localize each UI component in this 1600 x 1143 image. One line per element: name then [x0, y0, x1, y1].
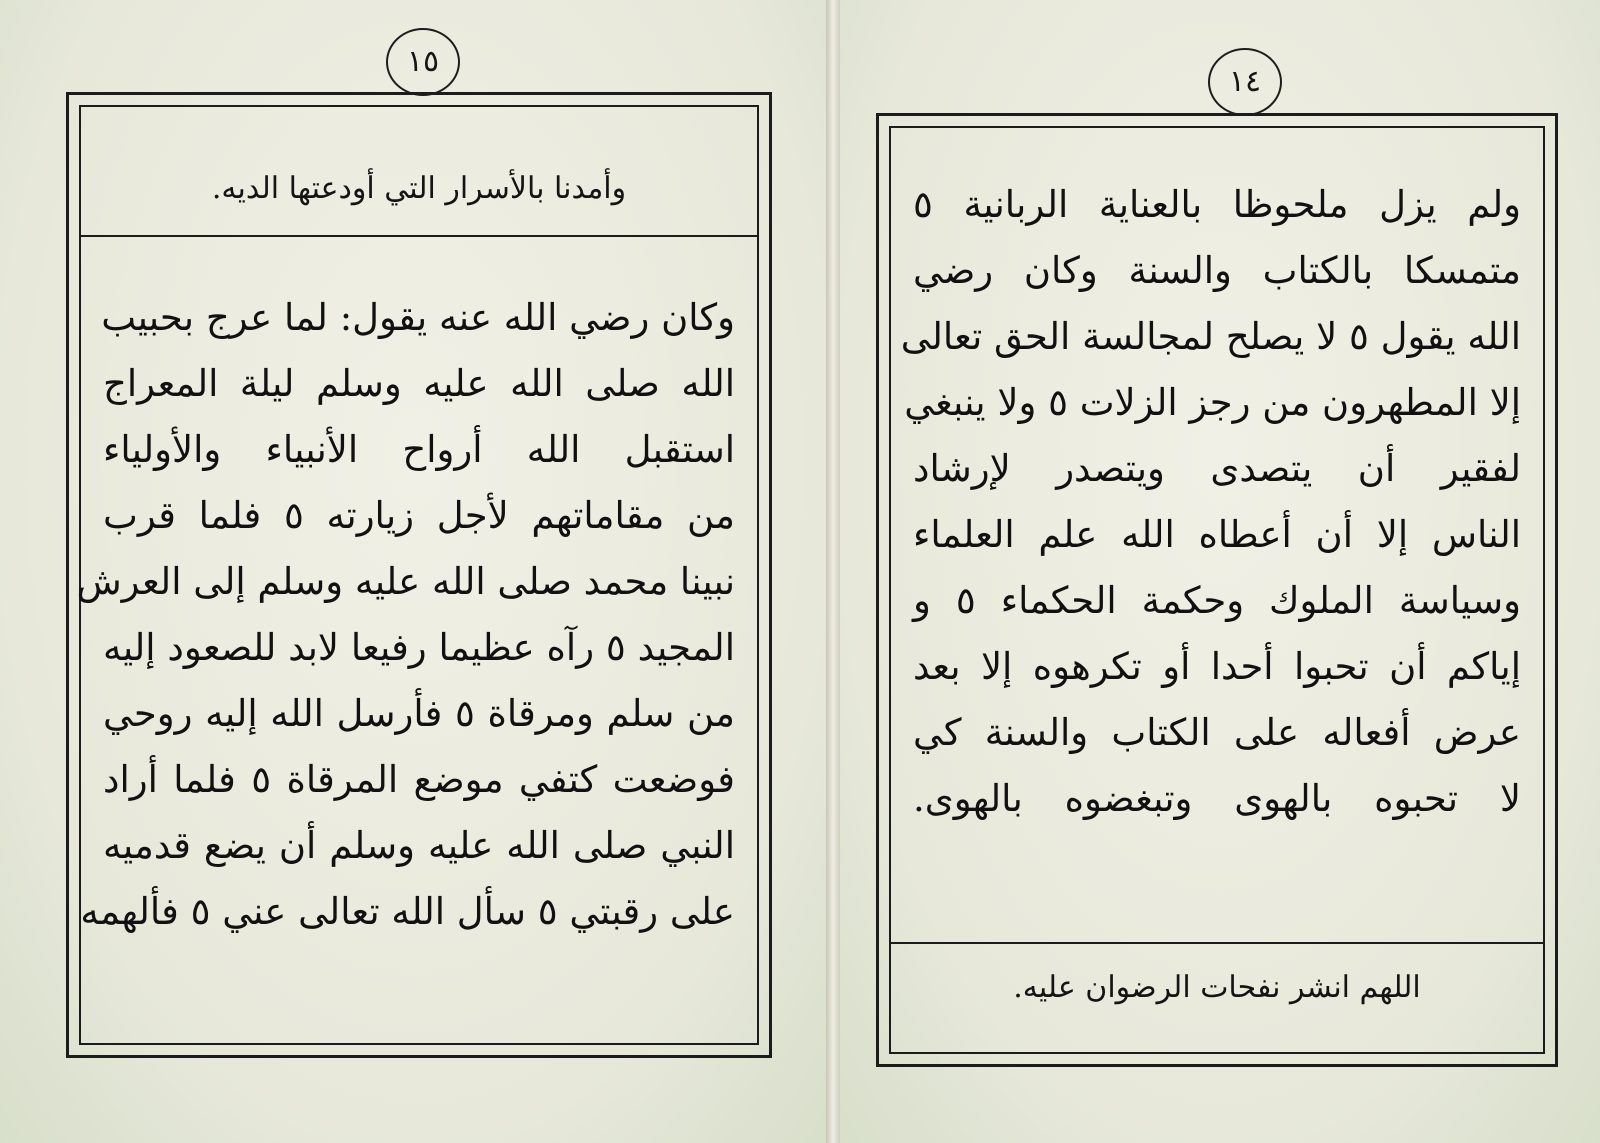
text-line: الله صلى الله عليه وسلم ليلة المعراج	[103, 362, 735, 405]
right-page-body	[900, 172, 1522, 832]
text-line: استقبل الله أرواح الأنبياء والأولياء	[103, 428, 735, 471]
text-line: وكان رضي الله عنه يقول: لما عرج بحبيب	[101, 296, 735, 339]
text-line: لفقير أن يتصدى ويتصدر لإرشاد	[913, 447, 1521, 490]
text-line: لا تحبوه بالهوى وتبغضوه بالهوى.	[913, 777, 1521, 820]
text-line: على رقبتي ٥ سأل الله تعالى عني ٥ فألهمه	[80, 890, 735, 933]
right-page-frame	[876, 113, 1558, 1067]
text-line: عرض أفعاله على الكتاب والسنة كي	[913, 711, 1521, 754]
text-line: الله يقول ٥ لا يصلح لمجالسة الحق تعالى	[900, 315, 1521, 358]
text-line: نبينا محمد صلى الله عليه وسلم إلى العرش	[76, 560, 735, 603]
text-line: من مقاماتهم لأجل زيارته ٥ فلما قرب	[103, 494, 735, 537]
left-page-inner-frame	[76, 105, 759, 1045]
right-page-footer-text: اللهم انشر نفحات الرضوان عليه.	[1013, 970, 1421, 1005]
right-footer-divider	[891, 942, 1543, 944]
text-line: الناس إلا أن أعطاه الله علم العلماء	[913, 513, 1521, 556]
left-page-frame	[66, 92, 772, 1058]
left-page-body	[76, 285, 735, 945]
text-line: من سلم ومرقاة ٥ فأرسل الله إليه روحي	[103, 692, 735, 735]
text-line: متمسكا بالكتاب والسنة وكان رضي	[913, 249, 1521, 292]
text-line: وسياسة الملوك وحكمة الحكماء ٥ و	[913, 579, 1522, 622]
text-line: فوضعت كتفي موضع المرقاة ٥ فلما أراد	[103, 758, 735, 801]
left-header-divider	[81, 235, 757, 237]
text-line: إلا المطهرون من رجز الزلات ٥ ولا ينبغي	[904, 381, 1521, 424]
text-line: ولم يزل ملحوظا بالعناية الربانية ٥	[913, 183, 1521, 226]
left-page-header-text: وأمدنا بالأسرار التي أودعتها الديه.	[211, 171, 627, 206]
page-number-right: ١٤	[1208, 48, 1282, 116]
right-page	[840, 0, 1600, 1143]
text-line: النبي صلى الله عليه وسلم أن يضع قدميه	[103, 824, 735, 867]
text-line: إياكم أن تحبوا أحدا أو تكرهوه إلا بعد	[913, 645, 1521, 688]
text-line: المجيد ٥ رآه عظيما رفيعا لابد للصعود إليه	[103, 626, 735, 669]
page-number-left: ١٥	[386, 28, 460, 96]
right-page-inner-frame	[889, 126, 1545, 1054]
